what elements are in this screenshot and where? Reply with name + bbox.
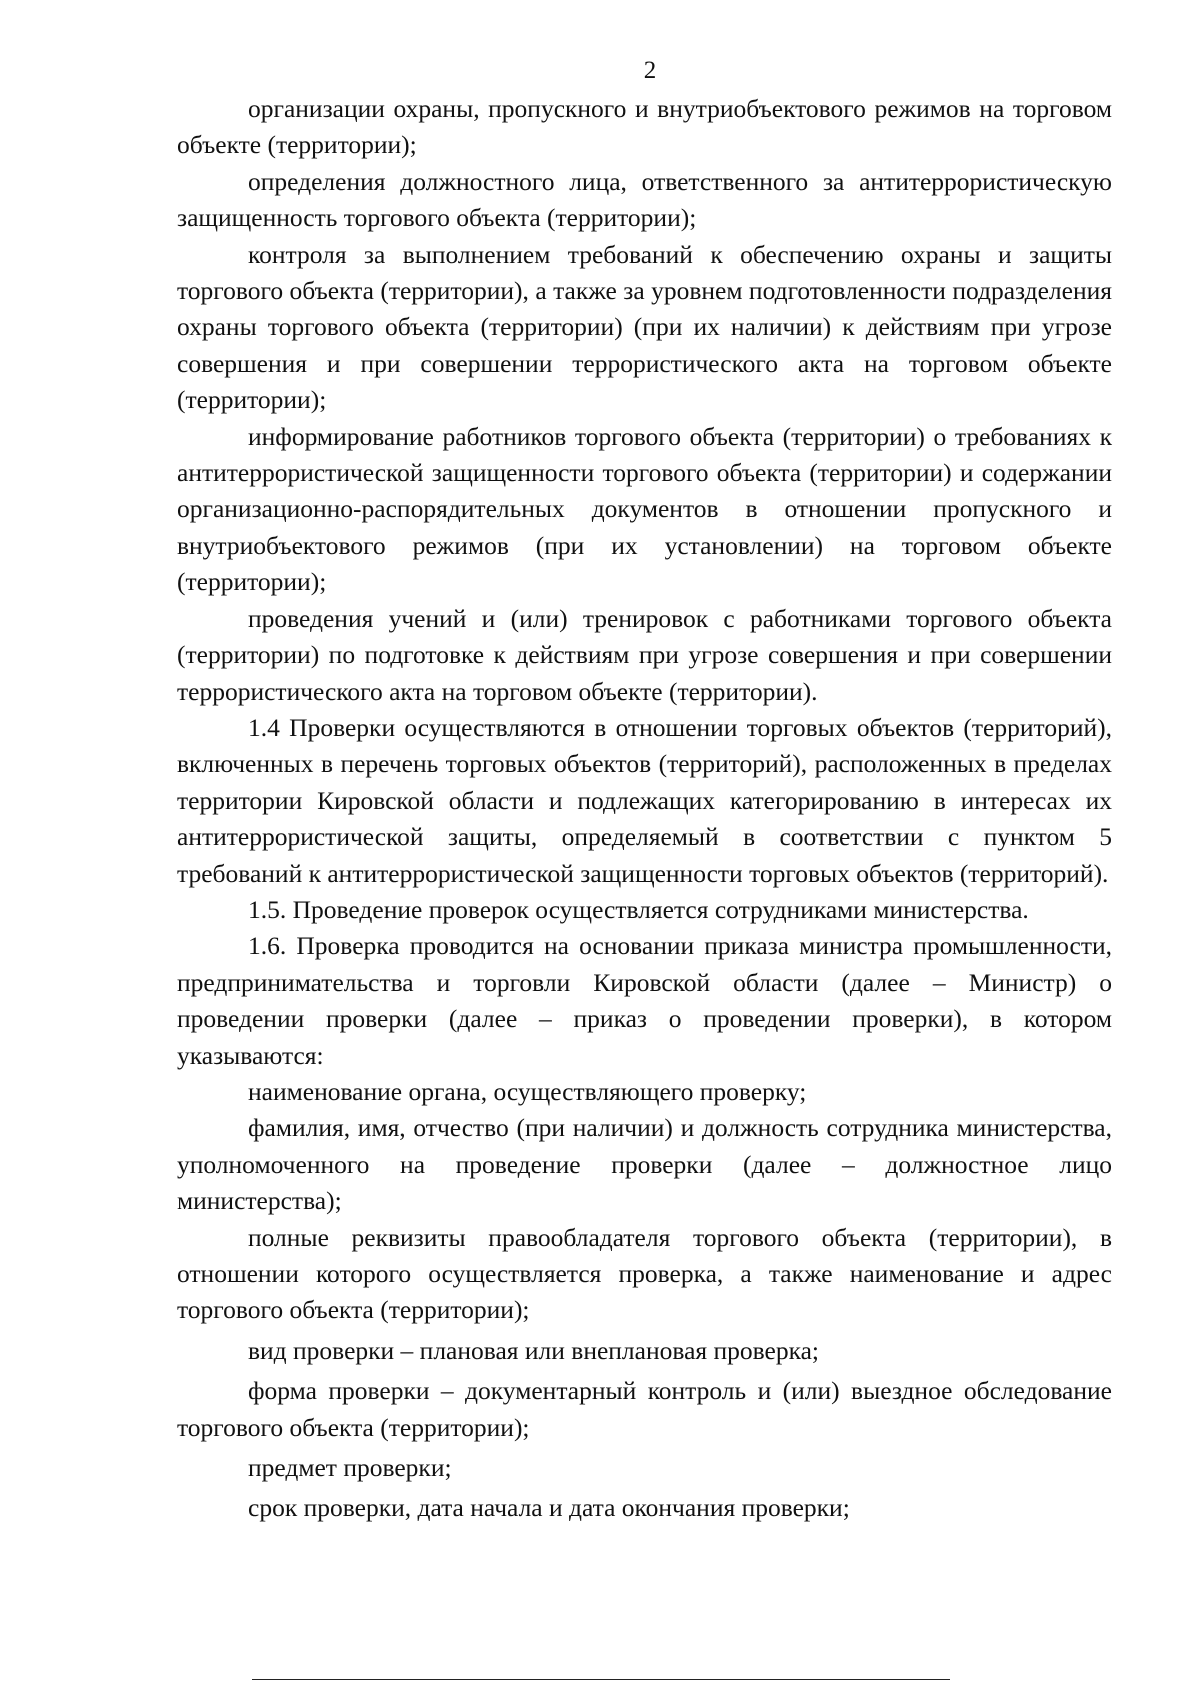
paragraph: 1.4 Проверки осуществляются в отношении торговых объектов (территорий), включенных в перечень торговых объектов (территорий), расположенных в пределах территории Кировской области и подлежащих категорированию в интересах их антитеррористической защиты, определяемый в соответствии с пунктом 5 требований к антитеррористической защищенности торговых объектов (территорий).	[177, 712, 1112, 888]
paragraph: полные реквизиты правообладателя торгового объекта (территории), в отношении которого осуществляется проверка, а также наименование и адрес торгового объекта (территории);	[177, 1222, 1112, 1325]
page-number: 2	[643, 57, 657, 84]
paragraph: информирование работников торгового объекта (территории) о требованиях к антитеррористической защищенности торгового объекта (территории) и содержании организационно-распорядительных документов в отношении пропускного и внутриобъектового режимов (при их установлении) на торговом объекте (территории);	[177, 421, 1112, 597]
paragraph: предмет проверки;	[248, 1453, 452, 1483]
paragraph: срок проверки, дата начала и дата окончания проверки;	[248, 1493, 850, 1523]
paragraph: фамилия, имя, отчество (при наличии) и должность сотрудника министерства, уполномоченного на проведение проверки (далее – должностное лицо министерства);	[177, 1113, 1112, 1216]
paragraph: организации охраны, пропускного и внутриобъектового режимов на торговом объекте (территории);	[177, 94, 1112, 160]
paragraph: 1.6. Проверка проводится на основании приказа министра промышленности, предпринимательства и торговли Кировской области (далее – Министр) о проведении проверки (далее – приказ о проведении проверки), в котором указываются:	[177, 931, 1112, 1070]
paragraph: 1.5. Проведение проверок осуществляется сотрудниками министерства.	[248, 894, 1029, 924]
paragraph: форма проверки – документарный контроль и (или) выездное обследование торгового объекта (территории);	[177, 1376, 1112, 1442]
paragraph: контроля за выполнением требований к обеспечению охраны и защиты торгового объекта (территории), а также за уровнем подготовленности подразделения охраны торгового объекта (территории) (при их наличии) к действиям при угрозе совершения и при совершении террористического акта на торговом объекте (территории);	[177, 239, 1112, 415]
paragraph: вид проверки – плановая или внеплановая проверка;	[248, 1335, 820, 1365]
paragraph: определения должностного лица, ответственного за антитеррористическую защищенность торгового объекта (территории);	[177, 166, 1112, 233]
footer-divider	[252, 1679, 950, 1680]
paragraph: проведения учений и (или) тренировок с работниками торгового объекта (территории) по подготовке к действиям при угрозе совершения и при совершении террористического акта на торговом объекте (территории).	[177, 603, 1112, 706]
paragraph: наименование органа, осуществляющего проверку;	[248, 1076, 807, 1106]
document-body	[177, 91, 1112, 1527]
